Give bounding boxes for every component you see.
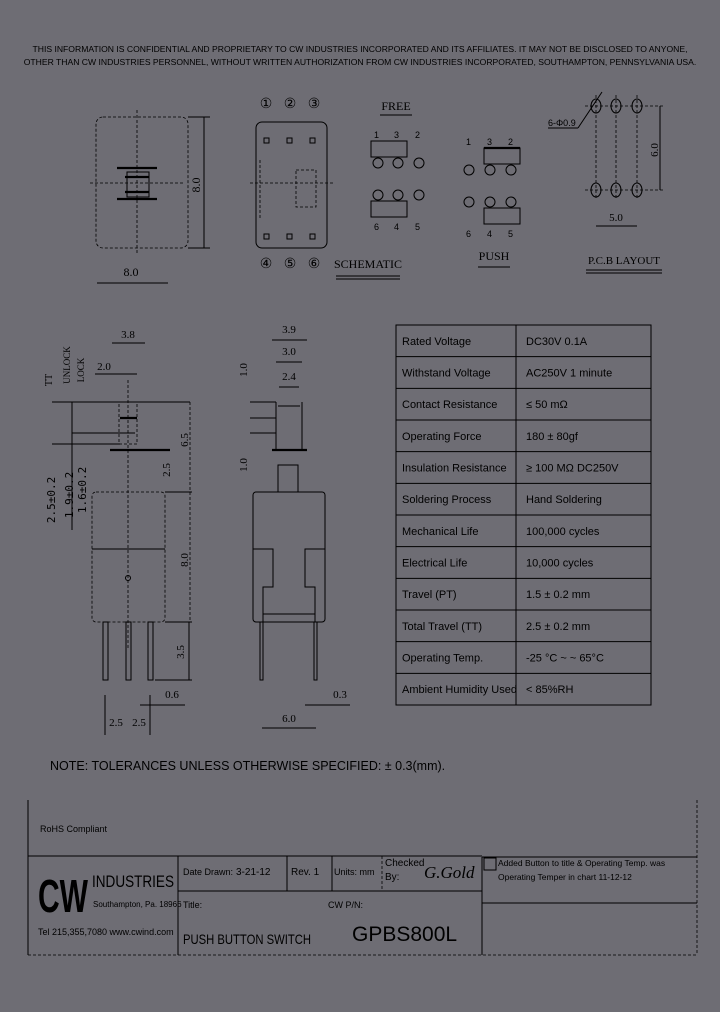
spec-label: Withstand Voltage (402, 367, 491, 380)
spec-label: Total Travel (TT) (402, 620, 483, 633)
spec-value: 1.5 ± 0.2 mm (526, 589, 591, 602)
dim-0-6: 0.6 (165, 689, 179, 701)
pin-label-6: ⑥ (307, 255, 321, 271)
title-label: Title: (183, 900, 203, 910)
pin-view-drawing (250, 95, 334, 271)
spec-value: DC30V 0.1A (526, 335, 588, 348)
revision-note-line1: Added Button to title & Operating Temp. was (498, 858, 666, 868)
unlock-label: UNLOCK (62, 346, 72, 384)
pitch-dim-1: 2.5 (109, 717, 123, 729)
spec-value: Hand Soldering (526, 494, 602, 507)
push-pin-num: 4 (487, 229, 493, 239)
free-pin-num: 1 (374, 130, 380, 140)
spec-label: Ambient Humidity Used (402, 684, 517, 697)
dim-1-9-tol: 1.9±0.2 (63, 471, 76, 519)
spec-value: ≤ 50 mΩ (526, 399, 568, 412)
free-pin-num: 6 (374, 222, 380, 232)
spec-label: Rated Voltage (402, 335, 472, 348)
spec-label: Mechanical Life (402, 525, 479, 538)
cw-logo: CW (38, 870, 89, 922)
confidential-notice-line1: THIS INFORMATION IS CONFIDENTIAL AND PROPRIETARY TO CW INDUSTRIES INCORPORATED AND ITS AFFILIATES. IT MAY NOT BE DISCLOSED TO ANYONE, (32, 44, 688, 54)
pitch-dim-2: 2.5 (132, 717, 146, 729)
pin-label-4: ④ (259, 255, 273, 271)
pcb-layout-drawing (548, 92, 665, 273)
date-drawn-label: Date Drawn: (183, 867, 234, 877)
lock-label: LOCK (76, 357, 86, 383)
spec-value: 10,000 cycles (526, 557, 594, 570)
revision: Rev. 1 (291, 867, 320, 878)
pin-label-5: ⑤ (283, 255, 297, 271)
pcb-hole-dim: 6-Φ0.9 (548, 118, 576, 128)
spec-value: -25 °C ~ ~ 65°C (526, 652, 604, 665)
rohs-label: RoHS Compliant (40, 824, 108, 834)
side-view-right-drawing (238, 324, 350, 728)
dim-2-5-tol: 2.5±0.2 (45, 476, 58, 524)
side-view-left-drawing (44, 329, 192, 735)
schematic-free-label: FREE (381, 99, 411, 113)
tt-label: TT (44, 373, 55, 387)
product-title: PUSH BUTTON SWITCH (183, 931, 311, 947)
spec-label: Insulation Resistance (402, 462, 507, 475)
title-block (28, 800, 697, 955)
dim-6-0: 6.0 (282, 713, 296, 725)
top-view-drawing (90, 110, 210, 283)
dim-0-3: 0.3 (333, 689, 347, 701)
confidential-notice-line2: OTHER THAN CW INDUSTRIES PERSONNEL, WITHOUT WRITTEN AUTHORIZATION FROM CW INDUSTRIES INCORPORATED, SOUTHAMPTON, PENNSYLVANIA USA. (23, 57, 697, 67)
top-view-height-dim: 8.0 (189, 177, 203, 193)
company-name: INDUSTRIES (92, 872, 174, 891)
spec-label: Electrical Life (402, 557, 468, 570)
push-pin-num: 1 (466, 137, 472, 147)
part-number: GPBS800L (352, 923, 458, 946)
tolerance-note: NOTE: TOLERANCES UNLESS OTHERWISE SPECIFIED: ± 0.3(mm). (50, 759, 446, 773)
dim-2-5: 2.5 (161, 463, 173, 477)
date-drawn: 3-21-12 (236, 867, 271, 878)
spec-label: Travel (PT) (402, 589, 457, 602)
checker-signature: G.Gold (424, 863, 475, 882)
company-contact: Tel 215,355,7080 www.cwind.com (38, 927, 174, 937)
pcb-width-dim: 5.0 (609, 212, 623, 224)
spec-value: 2.5 ± 0.2 mm (526, 620, 591, 633)
checked-label: Checked (385, 858, 425, 869)
pin-label-2: ② (283, 95, 297, 111)
spec-label: Operating Force (402, 430, 482, 443)
spec-table (396, 325, 651, 705)
dim-3-5: 3.5 (175, 645, 187, 659)
free-pin-num: 4 (394, 222, 400, 232)
dim-1-0-top: 1.0 (238, 363, 250, 377)
pin-label-3: ③ (307, 95, 321, 111)
schematic-drawing (334, 99, 520, 279)
spec-value: ≥ 100 MΩ DC250V (526, 462, 619, 475)
schematic-push-label: PUSH (478, 249, 510, 263)
spec-value: < 85%RH (526, 684, 574, 697)
revision-note-line2: Operating Temper in chart 11-12-12 (498, 872, 632, 882)
push-pin-num: 3 (487, 137, 493, 147)
spec-value: 180 ± 80gf (526, 430, 578, 443)
dim-2-4: 2.4 (282, 371, 296, 383)
dim-6-5: 6.5 (179, 433, 191, 447)
free-pin-num: 5 (415, 222, 421, 232)
dim-3-0: 3.0 (282, 346, 296, 358)
dim-3-9: 3.9 (282, 324, 296, 336)
checked-by-label: By: (385, 872, 400, 883)
push-pin-num: 5 (508, 229, 514, 239)
units: Units: mm (334, 867, 375, 877)
spec-label: Operating Temp. (402, 652, 484, 665)
dim-8-0: 8.0 (179, 553, 191, 567)
dim-3-8: 3.8 (121, 329, 135, 341)
part-number-label: CW P/N: (328, 900, 363, 910)
pcb-layout-label: P.C.B LAYOUT (587, 255, 661, 267)
dim-2-0: 2.0 (97, 361, 111, 373)
pcb-height-dim: 6.0 (649, 143, 661, 157)
company-address: Southampton, Pa. 18966 (93, 900, 182, 909)
push-pin-num: 6 (466, 229, 472, 239)
spec-label: Contact Resistance (402, 399, 498, 412)
schematic-label: SCHEMATIC (333, 257, 403, 271)
spec-value: 100,000 cycles (526, 525, 600, 538)
spec-value: AC250V 1 minute (526, 367, 613, 380)
top-view-width-dim: 8.0 (123, 265, 139, 279)
pin-label-1: ① (259, 95, 273, 111)
dim-1-6-tol: 1.6±0.2 (76, 466, 89, 514)
push-pin-num: 2 (508, 137, 514, 147)
free-pin-num: 3 (394, 130, 400, 140)
dim-1-0-bottom: 1.0 (238, 458, 250, 472)
spec-label: Soldering Process (402, 494, 492, 507)
free-pin-num: 2 (415, 130, 421, 140)
